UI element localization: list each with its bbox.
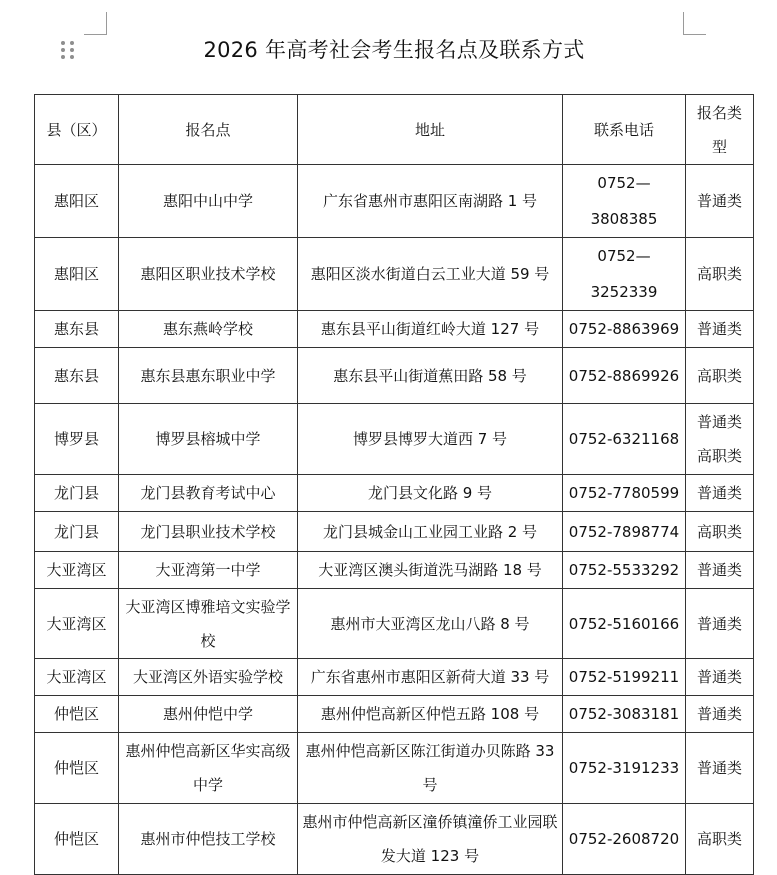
header-phone: 联系电话 xyxy=(563,95,686,165)
cell-phone: 0752-3191233 xyxy=(563,733,686,804)
cell-site: 惠阳区职业技术学校 xyxy=(119,238,298,311)
cell-type xyxy=(686,404,754,475)
cell-address: 广东省惠州市惠阳区南湖路 1 号 xyxy=(298,165,563,238)
cell-site: 惠阳中山中学 xyxy=(119,165,298,238)
cell-address: 惠州市大亚湾区龙山八路 8 号 xyxy=(298,589,563,659)
cell-site: 龙门县职业技术学校 xyxy=(119,512,298,552)
cell-type: 普通类 xyxy=(686,589,754,659)
cell-address: 惠东县平山街道红岭大道 127 号 xyxy=(298,311,563,348)
cell-address: 惠阳区淡水街道白云工业大道 59 号 xyxy=(298,238,563,311)
table-row xyxy=(35,404,754,475)
cell-phone: 0752-8863969 xyxy=(563,311,686,348)
cell-phone: 0752-8869926 xyxy=(563,348,686,404)
cell-site: 惠州仲恺高新区华实高级中学 xyxy=(119,733,298,804)
cell-address: 大亚湾区澳头街道洗马湖路 18 号 xyxy=(298,552,563,589)
table-row xyxy=(35,348,754,404)
page-corner-top-left xyxy=(84,12,107,35)
cell-address: 龙门县城金山工业园工业路 2 号 xyxy=(298,512,563,552)
table-row xyxy=(35,804,754,875)
header-site: 报名点 xyxy=(119,95,298,165)
cell-site: 惠东燕岭学校 xyxy=(119,311,298,348)
type-line: 高职类 xyxy=(696,447,742,465)
cell-address: 惠东县平山街道蕉田路 58 号 xyxy=(298,348,563,404)
cell-type: 高职类 xyxy=(686,512,754,552)
cell-type: 高职类 xyxy=(686,804,754,875)
header-type: 报名类型 xyxy=(686,95,754,165)
cell-phone: 0752—3252339 xyxy=(563,238,686,311)
table-row xyxy=(35,659,754,696)
cell-site: 大亚湾区外语实验学校 xyxy=(119,659,298,696)
cell-county: 大亚湾区 xyxy=(35,659,119,696)
page-title: 2026 年高考社会考生报名点及联系方式 xyxy=(203,38,585,62)
page-corner-top-right xyxy=(683,12,706,35)
table-row xyxy=(35,696,754,733)
cell-site: 惠州市仲恺技工学校 xyxy=(119,804,298,875)
cell-type: 普通类 xyxy=(686,659,754,696)
cell-type: 普通类 xyxy=(686,696,754,733)
cell-county: 仲恺区 xyxy=(35,696,119,733)
cell-phone: 0752-5199211 xyxy=(563,659,686,696)
cell-phone: 0752-3083181 xyxy=(563,696,686,733)
table-row xyxy=(35,512,754,552)
cell-county: 仲恺区 xyxy=(35,733,119,804)
header-address: 地址 xyxy=(298,95,563,165)
cell-site: 惠东县惠东职业中学 xyxy=(119,348,298,404)
cell-county: 惠东县 xyxy=(35,348,119,404)
table-row xyxy=(35,165,754,238)
table-row xyxy=(35,552,754,589)
cell-type: 普通类 xyxy=(686,311,754,348)
cell-type: 普通类 xyxy=(686,475,754,512)
cell-type: 普通类 xyxy=(686,733,754,804)
cell-site: 博罗县榕城中学 xyxy=(119,404,298,475)
cell-county: 惠东县 xyxy=(35,311,119,348)
cell-type: 普通类 xyxy=(686,552,754,589)
cell-county: 博罗县 xyxy=(35,404,119,475)
cell-county: 惠阳区 xyxy=(35,165,119,238)
cell-county: 龙门县 xyxy=(35,475,119,512)
cell-county: 惠阳区 xyxy=(35,238,119,311)
cell-county: 龙门县 xyxy=(35,512,119,552)
cell-phone: 0752-2608720 xyxy=(563,804,686,875)
cell-phone: 0752-7898774 xyxy=(563,512,686,552)
cell-county: 大亚湾区 xyxy=(35,589,119,659)
cell-type: 高职类 xyxy=(686,238,754,311)
cell-address: 惠州仲恺高新区仲恺五路 108 号 xyxy=(298,696,563,733)
table-header-row xyxy=(35,95,754,165)
type-line: 普通类 xyxy=(696,413,742,431)
header-county: 县（区） xyxy=(35,95,119,165)
table-row xyxy=(35,589,754,659)
cell-address: 广东省惠州市惠阳区新荷大道 33 号 xyxy=(298,659,563,696)
cell-phone: 0752-6321168 xyxy=(563,404,686,475)
cell-address: 惠州仲恺高新区陈江街道办贝陈路 33 号 xyxy=(298,733,563,804)
cell-site: 龙门县教育考试中心 xyxy=(119,475,298,512)
cell-phone: 0752-5533292 xyxy=(563,552,686,589)
cell-type: 普通类 xyxy=(686,165,754,238)
cell-phone: 0752—3808385 xyxy=(563,165,686,238)
table-row xyxy=(35,733,754,804)
cell-address: 惠州市仲恺高新区潼侨镇潼侨工业园联发大道 123 号 xyxy=(298,804,563,875)
cell-phone: 0752-5160166 xyxy=(563,589,686,659)
table-row xyxy=(35,238,754,311)
cell-site: 惠州仲恺中学 xyxy=(119,696,298,733)
cell-site: 大亚湾第一中学 xyxy=(119,552,298,589)
table-row xyxy=(35,311,754,348)
cell-site: 大亚湾区博雅培文实验学校 xyxy=(119,589,298,659)
cell-address: 龙门县文化路 9 号 xyxy=(298,475,563,512)
registration-table xyxy=(34,94,754,875)
table-row xyxy=(35,475,754,512)
cell-county: 仲恺区 xyxy=(35,804,119,875)
cell-county: 大亚湾区 xyxy=(35,552,119,589)
cell-phone: 0752-7780599 xyxy=(563,475,686,512)
cell-address: 博罗县博罗大道西 7 号 xyxy=(298,404,563,475)
cell-type: 高职类 xyxy=(686,348,754,404)
